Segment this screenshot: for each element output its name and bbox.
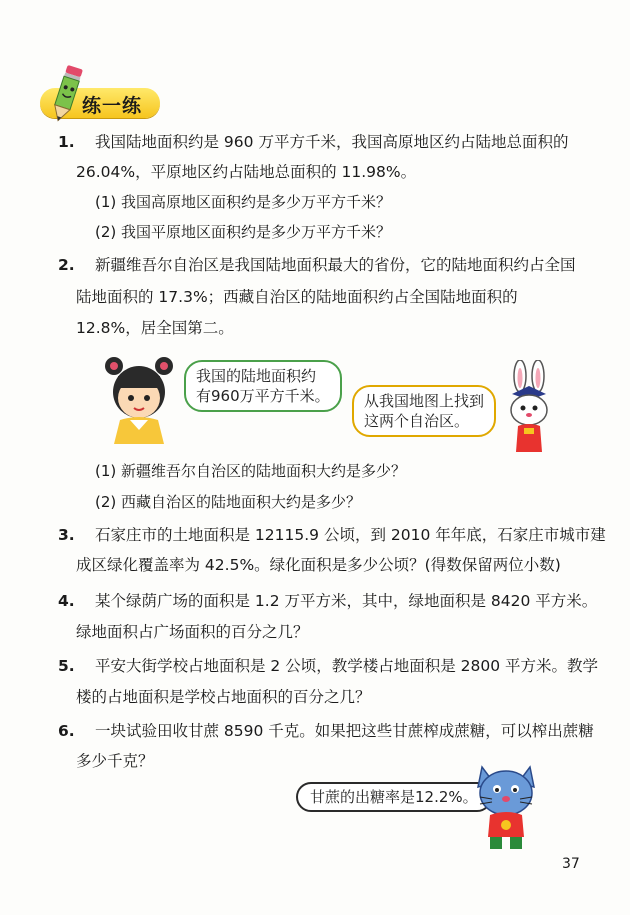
- bubble-text: 从我国地图上找到: [364, 392, 485, 410]
- question-text-line: 一块试验田收甘蔗 8590 千克。如果把这些甘蔗榨成蔗糖，可以榨出蔗糖: [95, 722, 594, 740]
- question-text-line: 陆地面积的 17.3%；西藏自治区的陆地面积约占全国陆地面积的: [76, 288, 518, 306]
- question-number: 6.: [58, 722, 75, 740]
- question-text-line: 多少千克？: [76, 752, 154, 770]
- question-text-line: 26.04%，平原地区约占陆地总面积的 11.98%。: [76, 163, 417, 181]
- sub-question: (2) 西藏自治区的陆地面积大约是多少？: [95, 493, 362, 511]
- question-text-line: 我国陆地面积约是 960 万平方千米，我国高原地区约占陆地总面积的: [95, 133, 569, 151]
- bubble-text: 这两个自治区。: [364, 412, 470, 430]
- cat-speech-bubble: [296, 782, 492, 812]
- question-number: 2.: [58, 256, 75, 274]
- bubble-text: 甘蔗的出糖率是12.2%。: [310, 788, 478, 806]
- question-text-line: 某个绿荫广场的面积是 1.2 万平方米，其中，绿地面积是 8420 平方米。: [95, 592, 598, 610]
- sub-question: (2) 我国平原地区面积约是多少万平方千米？: [95, 223, 392, 241]
- question-number: 1.: [58, 133, 75, 151]
- bubble-text: 有960万平方千米。: [196, 387, 330, 405]
- rabbit-character-icon: [498, 360, 560, 452]
- question-text-line: 平安大街学校占地面积是 2 公顷，教学楼占地面积是 2800 平方米。教学: [95, 657, 599, 675]
- question-text-line: 新疆维吾尔自治区是我国陆地面积最大的省份，它的陆地面积约占全国: [95, 256, 576, 274]
- question-text-line: 楼的占地面积是学校占地面积的百分之几？: [76, 688, 371, 706]
- rabbit-speech-bubble: [352, 385, 496, 437]
- page-number: 37: [562, 856, 580, 872]
- question-text-line: 石家庄市的土地面积是 12115.9 公顷，到 2010 年年底，石家庄市城市建: [95, 526, 606, 544]
- girl-character-icon: [100, 352, 178, 444]
- girl-speech-bubble: [184, 360, 342, 412]
- sub-question: (1) 我国高原地区面积约是多少万平方千米？: [95, 193, 392, 211]
- question-text-line: 成区绿化覆盖率为 42.5%。绿化面积是多少公顷？(得数保留两位小数): [76, 556, 561, 574]
- bubble-text: 我国的陆地面积约: [196, 367, 317, 385]
- question-text-line: 绿地面积占广场面积的百分之几？: [76, 623, 309, 641]
- question-number: 5.: [58, 657, 75, 675]
- blue-cat-character-icon: [470, 757, 542, 852]
- header-title: 练一练: [82, 95, 143, 117]
- question-number: 3.: [58, 526, 75, 544]
- question-number: 4.: [58, 592, 75, 610]
- question-text-line: 12.8%，居全国第二。: [76, 319, 234, 337]
- sub-question: (1) 新疆维吾尔自治区的陆地面积大约是多少？: [95, 462, 407, 480]
